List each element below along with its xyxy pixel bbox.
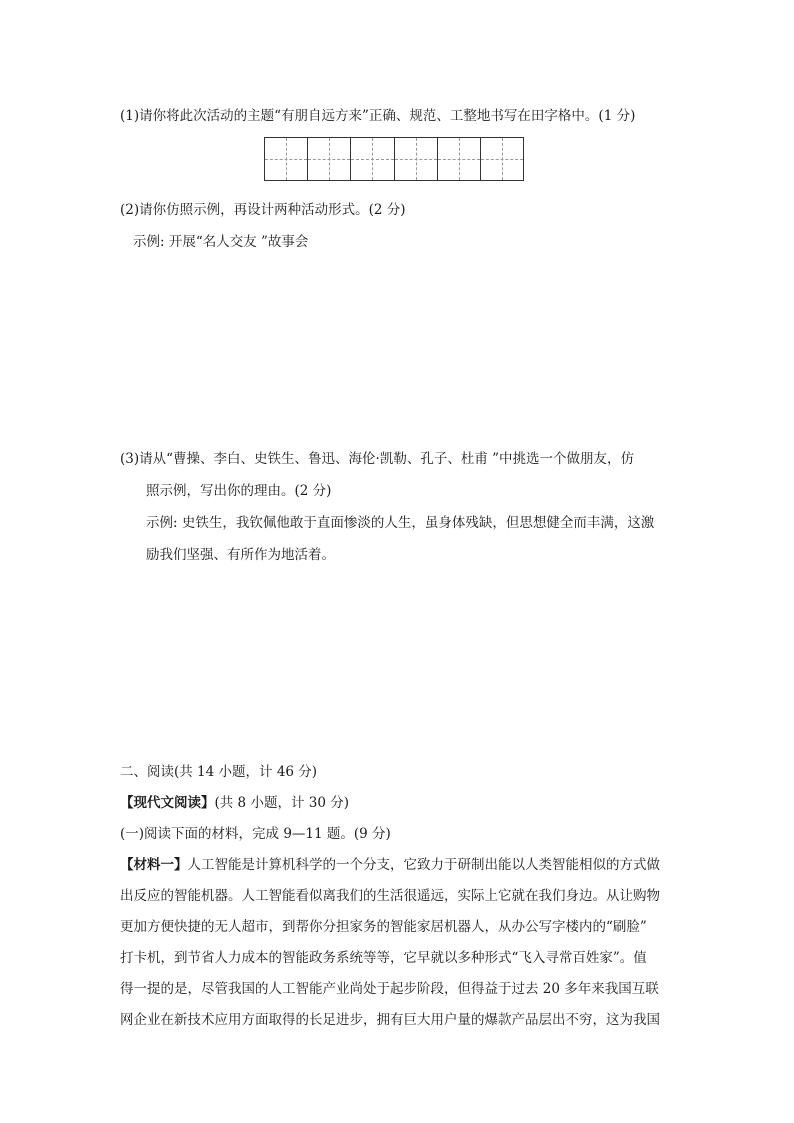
- grid-cell[interactable]: [308, 138, 351, 180]
- material-1-line-6: 网企业在新技术应用方面取得的长足进步，拥有巨大用户量的爆款产品层出不穷，这为我国: [120, 1012, 660, 1028]
- question-2-example: 示例: 开展“名人交友 ”故事会: [133, 234, 309, 250]
- grid-cell[interactable]: [395, 138, 438, 180]
- material-1-line-5: 得一提的是，尽管我国的人工智能产业尚处于起步阶段，但得益于过去 20 多年来我国互联: [120, 981, 659, 997]
- tianzige-grid[interactable]: [264, 137, 524, 181]
- modern-reading-label: 【现代文阅读】: [120, 795, 215, 811]
- question-3-line-2: 照示例，写出你的理由。(2 分): [146, 483, 332, 499]
- grid-cell[interactable]: [351, 138, 394, 180]
- question-3-example-line-2: 励我们坚强、有所作为地活着。: [146, 547, 335, 563]
- question-3-line-1: (3)请从“曹操、李白、史铁生、鲁迅、海伦·凯勒、孔子、杜甫 ”中挑选一个做朋友，仿: [120, 451, 635, 467]
- grid-cell[interactable]: [481, 138, 523, 180]
- material-1-line-4: 打卡机，到节省人力成本的智能政务系统等等，它早就以多种形式“飞入寻常百姓家”。值: [120, 950, 647, 966]
- part-1-instruction: (一)阅读下面的材料，完成 9—11 题。(9 分): [120, 826, 391, 842]
- material-1-line-2: 出反应的智能机器。人工智能看似离我们的生活很遥远，实际上它就在我们身边。从让购物: [120, 888, 660, 904]
- modern-reading-info: (共 8 小题，计 30 分): [214, 795, 349, 811]
- grid-cell[interactable]: [438, 138, 481, 180]
- material-1-line-3: 更加方便快捷的无人超市，到帮你分担家务的智能家居机器人，从办公写字楼内的“刷脸”: [120, 919, 647, 935]
- question-1-text: (1)请你将此次活动的主题“有朋自远方来”正确、规范、工整地书写在田字格中。(1 分): [120, 108, 636, 124]
- question-2-text: (2)请你仿照示例，再设计两种活动形式。(2 分): [120, 202, 406, 218]
- modern-reading-heading: [120, 791, 349, 811]
- section-2-heading: 二、阅读(共 14 小题，计 46 分): [120, 764, 318, 780]
- grid-cell[interactable]: [265, 138, 308, 180]
- material-1-label: 【材料一】: [120, 857, 188, 873]
- material-1-text: 人工智能是计算机科学的一个分支，它致力于研制出能以人类智能相似的方式做: [187, 857, 660, 873]
- material-1-line-1: [120, 853, 660, 873]
- question-3-example-line-1: 示例: 史铁生，我钦佩他敢于直面惨淡的人生，虽身体残缺，但思想健全而丰满，这激: [146, 515, 655, 531]
